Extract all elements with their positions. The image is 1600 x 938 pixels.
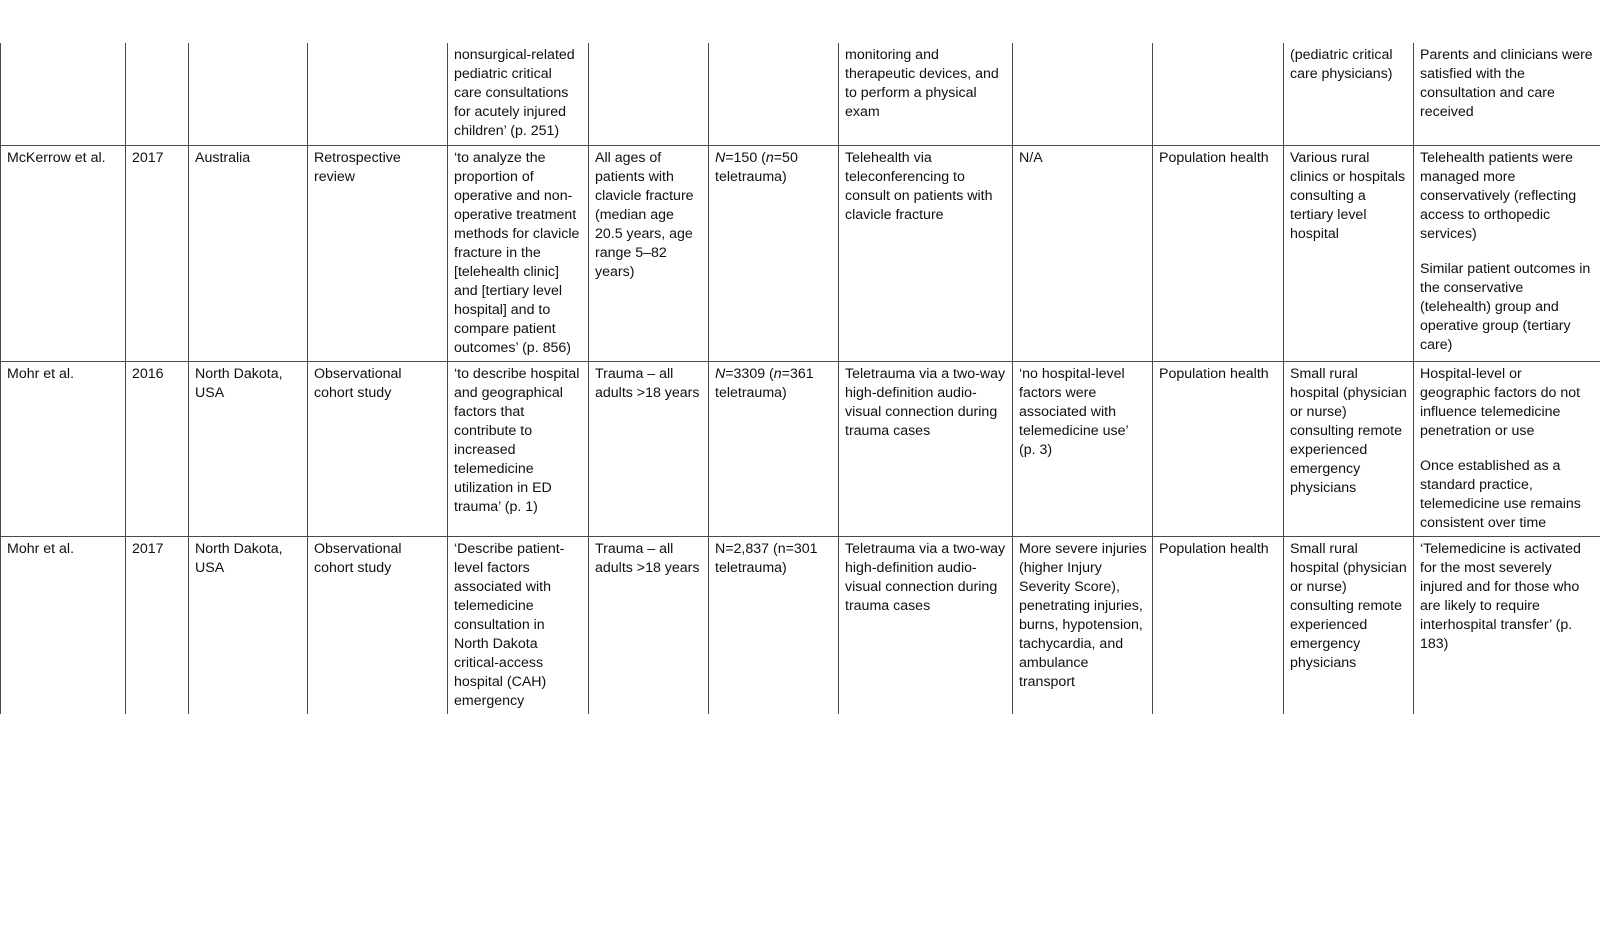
sample-n-symbol: N — [715, 365, 726, 382]
cell-design — [308, 43, 448, 145]
sample-n-value: =150 ( — [725, 149, 766, 166]
cell-intervention: Teletrauma via a two-way high-definition audio-visual connection during trauma cases — [839, 361, 1013, 536]
cell-year: 2017 — [126, 145, 189, 361]
cell-population: Trauma – all adults >18 years — [589, 537, 709, 715]
cell-country: North Dakota, USA — [189, 537, 308, 715]
cell-design: Retrospective review — [308, 145, 448, 361]
cell-intervention: Teletrauma via a two-way high-definition audio-visual connection during trauma cases — [839, 537, 1013, 715]
cell-sample: N=2,837 (n=301 teletrauma) — [709, 537, 839, 715]
cell-design: Observational cohort study — [308, 537, 448, 715]
table-row — [1, 361, 1600, 536]
cell-aim: ‘Describe patient-level factors associated with telemedicine consultation in North Dakota critical-access hospital (CAH) emergency — [448, 537, 589, 715]
cell-focus — [1153, 43, 1284, 145]
cell-factors — [1013, 43, 1153, 145]
sample-subgroup-symbol: n — [765, 149, 774, 166]
cell-country — [189, 43, 308, 145]
sample-subgroup-value: =50 teletrauma) — [715, 149, 798, 185]
study-characteristics-table — [0, 43, 1600, 714]
cell-factors: ‘no hospital-level factors were associated with telemedicine use’ (p. 3) — [1013, 361, 1153, 536]
cell-population: All ages of patients with clavicle fracture (median age 20.5 years, age range 5–82 years) — [589, 145, 709, 361]
cell-focus: Population health — [1153, 361, 1284, 536]
cell-sample — [709, 361, 839, 536]
cell-focus: Population health — [1153, 145, 1284, 361]
findings-paragraph: Once established as a standard practice, telemedicine use remains consistent over time — [1420, 457, 1581, 532]
cell-sample — [709, 43, 839, 145]
cell-findings: Parents and clinicians were satisfied with the consultation and care received — [1414, 43, 1600, 145]
cell-findings: ‘Telemedicine is activated for the most severely injured and for those who are likely to require interhospital transfer’ (p. 183) — [1414, 537, 1600, 715]
cell-population — [589, 43, 709, 145]
cell-aim: ‘to describe hospital and geographical factors that contribute to increased telemedicine utilization in ED trauma’ (p. 1) — [448, 361, 589, 536]
sample-subgroup-value: =361 teletrauma) — [715, 365, 814, 401]
cell-sample — [709, 145, 839, 361]
cell-country: North Dakota, USA — [189, 361, 308, 536]
cell-year: 2017 — [126, 537, 189, 715]
cell-setting: Various rural clinics or hospitals consulting a tertiary level hospital — [1284, 145, 1414, 361]
cell-setting: Small rural hospital (physician or nurse) consulting remote experienced emergency physicians — [1284, 537, 1414, 715]
sample-n-symbol: N — [715, 149, 726, 166]
table-row — [1, 537, 1600, 715]
cell-intervention: Telehealth via teleconferencing to consult on patients with clavicle fracture — [839, 145, 1013, 361]
cell-findings — [1414, 145, 1600, 361]
cell-author: Mohr et al. — [1, 537, 126, 715]
findings-paragraph: Telehealth patients were managed more conservatively (reflecting access to orthopedic services) — [1420, 149, 1577, 242]
cell-country: Australia — [189, 145, 308, 361]
table-row — [1, 43, 1600, 145]
sample-n-value: =3309 ( — [725, 365, 774, 382]
cell-author: Mohr et al. — [1, 361, 126, 536]
cell-year: 2016 — [126, 361, 189, 536]
cell-factors: N/A — [1013, 145, 1153, 361]
cell-author — [1, 43, 126, 145]
table-row — [1, 145, 1600, 361]
cell-intervention: monitoring and therapeutic devices, and to perform a physical exam — [839, 43, 1013, 145]
cell-findings — [1414, 361, 1600, 536]
cell-aim: ‘to analyze the proportion of operative and non-operative treatment methods for clavicle fracture in the [telehealth clinic] and [tertiary level hospital] and to compare patient outcomes’ (p. 856) — [448, 145, 589, 361]
cell-aim: nonsurgical-related pediatric critical care consultations for acutely injured children’ (p. 251) — [448, 43, 589, 145]
cell-population: Trauma – all adults >18 years — [589, 361, 709, 536]
sample-subgroup-symbol: n — [773, 365, 782, 382]
cell-design: Observational cohort study — [308, 361, 448, 536]
findings-paragraph: Similar patient outcomes in the conservative (telehealth) group and operative group (tertiary care) — [1420, 260, 1591, 353]
cell-year — [126, 43, 189, 145]
cell-setting: (pediatric critical care physicians) — [1284, 43, 1414, 145]
cell-factors: More severe injuries (higher Injury Severity Score), penetrating injuries, burns, hypotension, tachycardia, and ambulance transport — [1013, 537, 1153, 715]
cell-setting: Small rural hospital (physician or nurse) consulting remote experienced emergency physicians — [1284, 361, 1414, 536]
cell-author: McKerrow et al. — [1, 145, 126, 361]
cell-focus: Population health — [1153, 537, 1284, 715]
findings-paragraph: Hospital-level or geographic factors do not influence telemedicine penetration or use — [1420, 365, 1581, 439]
